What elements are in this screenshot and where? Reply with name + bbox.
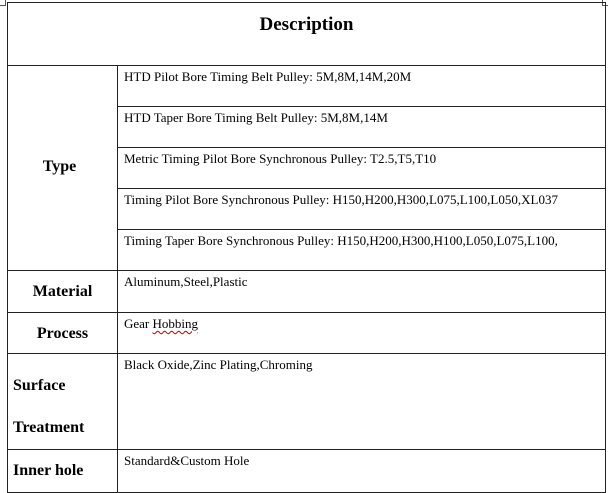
surface-label-line2: Treatment — [13, 419, 85, 436]
inner-hole-label-cell — [8, 450, 118, 493]
inner-hole-value: Standard&Custom Hole — [124, 453, 250, 468]
inner-hole-value-cell — [118, 450, 606, 493]
type-row: Timing Pilot Bore Synchronous Pulley: H150,H200,H300,L075,L100,L050,XL037 — [118, 189, 606, 230]
surface-value-cell — [118, 354, 606, 450]
surface-label-line1: Surface — [13, 377, 66, 394]
process-value-cell — [118, 313, 606, 354]
material-value: Aluminum,Steel,Plastic — [124, 274, 248, 289]
inner-hole-label: Inner hole — [13, 462, 84, 479]
type-row: HTD Pilot Bore Timing Belt Pulley: 5M,8M,14M,20M — [118, 66, 606, 107]
spellcheck-marked-word: Hobbing — [152, 316, 199, 331]
process-value: Gear Hobbing — [124, 316, 199, 331]
type-row: Metric Timing Pilot Bore Synchronous Pulley: T2.5,T5,T10 — [118, 148, 606, 189]
process-label-cell — [8, 313, 118, 354]
description-table — [7, 2, 606, 493]
material-label: Material — [32, 283, 93, 300]
surface-label-cell — [8, 354, 118, 450]
table-title-cell — [8, 3, 606, 66]
process-label: Process — [36, 325, 89, 342]
material-label-cell — [8, 271, 118, 313]
type-row: Timing Taper Bore Synchronous Pulley: H150,H200,H300,H100,L050,L075,L100, — [118, 230, 606, 271]
type-label: Type — [42, 158, 77, 175]
surface-value: Black Oxide,Zinc Plating,Chroming — [124, 357, 313, 372]
type-row: HTD Taper Bore Timing Belt Pulley: 5M,8M,14M — [118, 107, 606, 148]
material-value-cell — [118, 271, 606, 313]
type-label-cell — [8, 66, 118, 271]
table-title: Description — [259, 14, 354, 35]
